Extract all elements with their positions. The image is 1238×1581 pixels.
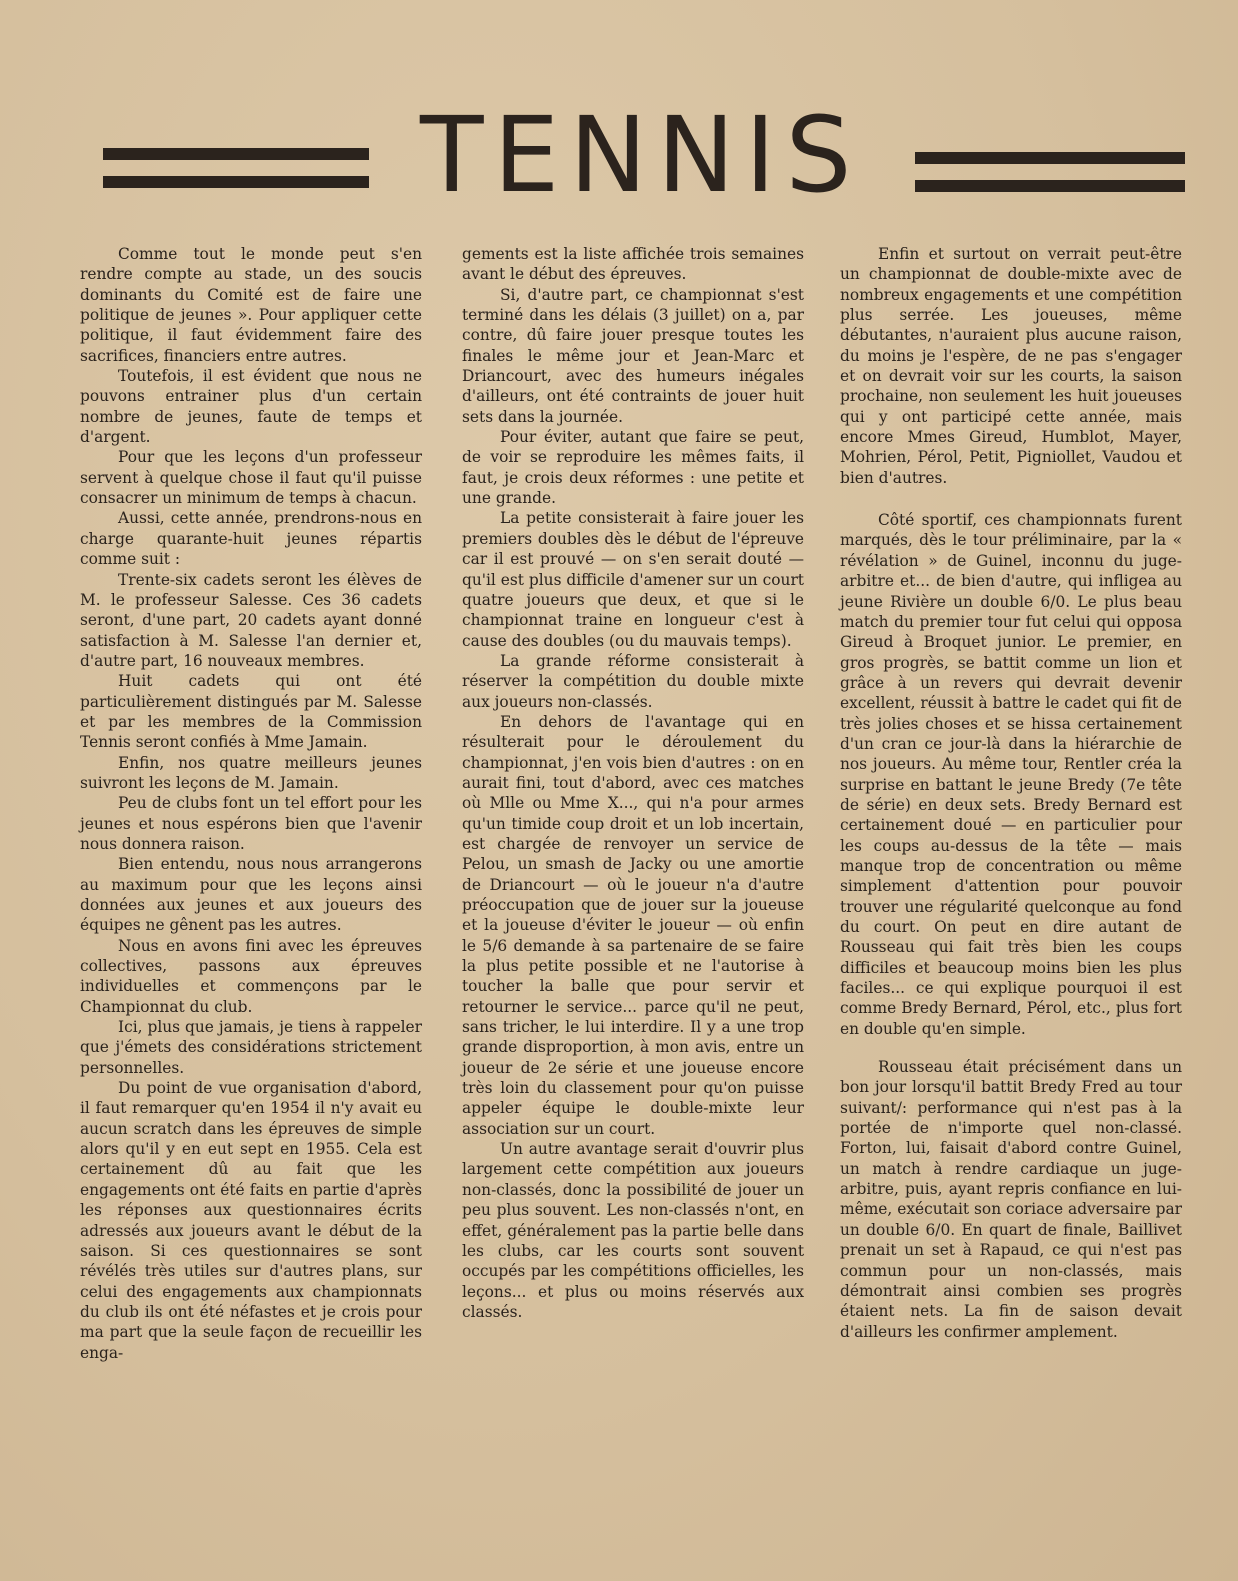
- paragraph: Peu de clubs font un tel effort pour les jeunes et nous espérons bien que l'avenir nous donnera raison.: [80, 794, 422, 853]
- paragraph: La petite consisterait à faire jouer les premiers doubles dès le début de l'épreuve car il est prouvé — on s'en serait douté — qu'il est plus difficile d'amener sur un court quatre joueurs que deux, et que si le championnat traine en longueur c'est à cause des doubles (ou du mauvais temps).: [462, 509, 804, 650]
- paragraph: Nous en avons fini avec les épreuves collectives, passons aux épreuves individuelles et commençons par le Championnat du club.: [80, 936, 422, 1016]
- paragraph: Si, d'autre part, ce championnat s'est terminé dans les délais (3 juillet) on a, par contre, dû faire jouer presque toutes les finales le même jour et Jean-Marc et Driancourt, avec des humeurs inégales d'ailleurs, ont été contraints de jouer huit sets dans la journée.: [462, 285, 804, 426]
- column-1: [80, 244, 422, 1363]
- paragraph: Pour que les leçons d'un professeur servent à quelque chose il faut qu'il puisse consacrer un minimum de temps à chacun.: [80, 448, 422, 508]
- left-rule-bottom: [103, 176, 369, 188]
- paragraph: Bien entendu, nous nous arrangerons au maximum pour que les leçons ainsi données aux jeunes et aux joueurs des équipes ne gênent pas les autres.: [80, 855, 422, 935]
- paragraph: Enfin et surtout on verrait peut-être un championnat de double-mixte avec de nombreux engagements et une compétition plus serrée. Les joueuses, même débutantes, n'auraient plus aucune raison, du moins je l'espère, de ne pas s'engager et on devrait voir sur les courts, la saison prochaine, non seulement les huit joueuses qui y ont participé cette année, mais encore Mmes Gireud, Humblot, Mayer, Mohrien, Pérol, Petit, Pigniollet, Vaudou et bien d'autres.: [840, 245, 1182, 487]
- paragraph: Comme tout le monde peut s'en rendre compte au stade, un des soucis dominants du Comité est de faire une politique de jeunes ». Pour appliquer cette politique, il faut évidemment faire des sacrifices, financiers entre autres.: [80, 245, 422, 365]
- column-2: [462, 244, 804, 1322]
- column-3: [840, 244, 1182, 1342]
- paragraph: gements est la liste affichée trois semaines avant le début des épreuves.: [462, 245, 804, 284]
- paragraph: Ici, plus que jamais, je tiens à rappeler que j'émets des considérations strictement personnelles.: [80, 1018, 422, 1077]
- left-rule-top: [103, 148, 369, 160]
- paragraph: Trente-six cadets seront les élèves de M. le professeur Salesse. Ces 36 cadets seront, d'une part, 20 cadets ayant donné satisfaction à M. Salesse l'an dernier et, d'autre part, 16 nouveaux membres.: [80, 570, 422, 670]
- paragraph: Toutefois, il est évident que nous ne pouvons entrainer plus d'un certain nombre de jeunes, faute de temps et d'argent.: [80, 367, 422, 447]
- right-rule-bottom: [915, 180, 1185, 192]
- header: [0, 94, 1238, 216]
- paragraph: Rousseau était précisément dans un bon jour lorsqu'il battit Bredy Fred au tour suivant/: performance qui n'est pas à la portée de n'importe quel non-classé. Forton, lui, faisait d'abord contre Guinel, un match à rendre cardiaque un juge-arbitre, puis, ayant repris confiance en lui-même, exécutait son coriace adversaire par un double 6/0. En quart de finale, Baillivet prenait un set à Rapaud, ce qui n'est pas commun pour un non-classés, mais démontrait ainsi combien ses progrès étaient nets. La fin de saison devait d'ailleurs les confirmer amplement.: [840, 1058, 1182, 1341]
- paragraph: Enfin, nos quatre meilleurs jeunes suivront les leçons de M. Jamain.: [80, 753, 422, 792]
- paragraph: Un autre avantage serait d'ouvrir plus largement cette compétition aux joueurs non-classés, donc la possibilité de jouer un peu plus souvent. Les non-classés n'ont, en effet, généralement pas la partie belle dans les clubs, car les courts sont souvent occupés par les compétitions officielles, les leçons... et plus ou moins réservés aux classés.: [462, 1140, 804, 1321]
- paragraph: Huit cadets qui ont été particulièrement distingués par M. Salesse et par les membres de la Commission Tennis seront confiés à Mme Jamain.: [80, 672, 422, 752]
- paragraph: Aussi, cette année, prendrons-nous en charge quarante-huit jeunes répartis comme suit :: [80, 509, 422, 569]
- paragraph: Pour éviter, autant que faire se peut, de voir se reproduire les mêmes faits, il faut, je crois deux réformes : une petite et une grande.: [462, 428, 804, 508]
- paragraph: La grande réforme consisterait à réserver la compétition du double mixte aux joueurs non-classés.: [462, 651, 804, 711]
- right-rule-top: [915, 152, 1185, 164]
- paragraph: Côté sportif, ces championnats furent marqués, dès le tour préliminaire, par la « révélation » de Guinel, inconnu du juge-arbitre et... de bien d'autre, qui infligea au jeune Rivière un double 6/0. Le plus beau match du premier tour fut celui qui opposa Gireud à Broquet junior. Le premier, en gros progrès, se battit comme un lion et grâce à un revers qui devrait devenir excellent, réussit à battre le cadet qui fit de très jolies choses et se hissa certainement d'un cran ce jour-là dans la hiérarchie de nos joueurs. Au même tour, Rentler créa la surprise en battant le jeune Bredy (7e tête de série) en deux sets. Bredy Bernard est certainement doué — en particulier pour les coups au-dessus de la tête — mais manque trop de concentration ou même simplement d'attention pour pouvoir trouver une régularité quelconque au fond du court. On peut en dire autant de Rousseau qui fait très bien les coups difficiles et beaucoup moins bien les plus faciles... ce qui explique pourquoi il est comme Bredy Bernard, Pérol, etc., plus fort en double qu'en simple.: [840, 511, 1182, 1038]
- paragraph: Du point de vue organisation d'abord, il faut remarquer qu'en 1954 il n'y avait eu aucun scratch dans les épreuves de simple alors qu'il y en eut sept en 1955. Cela est certainement dû au fait que les engagements ont été faits en partie d'après les réponses aux questionnaires écrits adressés aux joueurs avant le début de la saison. Si ces questionnaires se sont révélés très utiles sur d'autres plans, sur celui des engagements aux championnats du club ils ont été néfastes et je crois pour ma part que la seule façon de recueillir les enga-: [80, 1079, 422, 1362]
- paragraph: En dehors de l'avantage qui en résulterait pour le déroulement du championnat, j'en vois bien d'autres : on en aurait fini, tout d'abord, avec ces matches où Mlle ou Mme X..., qui n'a pour armes qu'un timide coup droit et un lob incertain, est chargée de renvoyer un service de Pelou, un smash de Jacky ou une amortie de Driancourt — où le joueur n'a d'autre préoccupation que de jouer sur la joueuse et la joueuse d'éviter le joueur — où enfin le 5/6 demande à sa partenaire de se faire la plus petite possible et ne l'autorise à toucher la balle que pour servir et retourner le service... parce qu'il ne peut, sans tricher, le lui interdire. Il y a une trop grande disproportion, à mon avis, entre un joueur de 2e série et une joueuse encore très loin du classement pour qu'on puisse appeler équipe le double-mixte leur association sur un court.: [462, 712, 804, 1138]
- page-title: TENNIS: [420, 94, 862, 216]
